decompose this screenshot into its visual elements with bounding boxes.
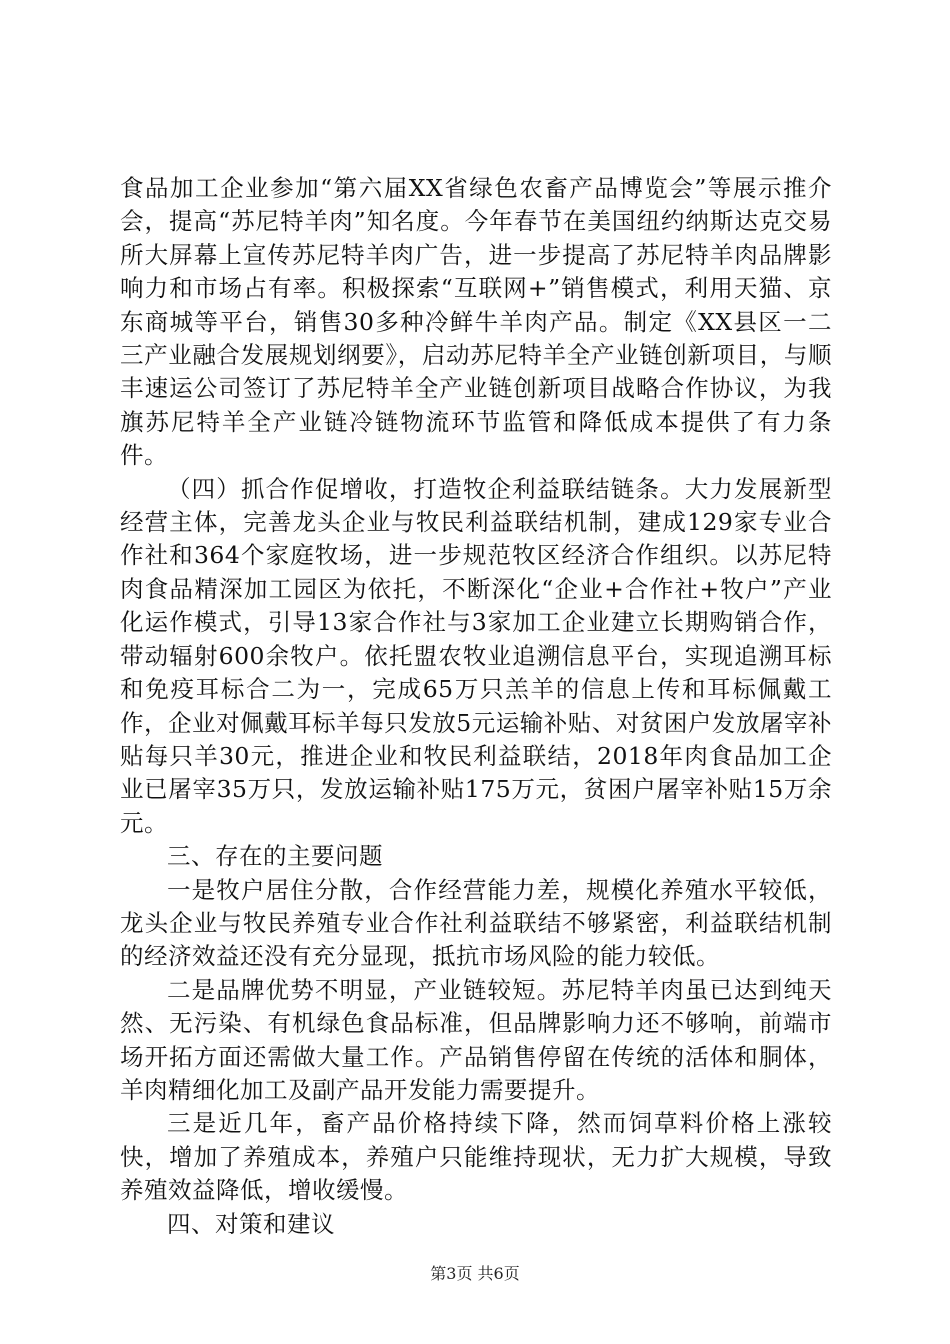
section-heading-countermeasures: 四、对策和建议 bbox=[167, 1209, 335, 1238]
paragraph-problem-one: 一是牧户居住分散，合作经营能力差，规模化养殖水平较低，龙头企业与牧民养殖专业合作社利益联结不够紧密，利益联结机制的经济效益还没有充分显现，抵抗市场风险的能力较低。 bbox=[120, 875, 832, 971]
document-body bbox=[120, 172, 832, 1241]
paragraph-problem-two: 二是品牌优势不明显，产业链较短。苏尼特羊肉虽已达到纯天然、无污染、有机绿色食品标准，但品牌影响力还不够响，前端市场开拓方面还需做大量工作。产品销售停留在传统的活体和胴体，羊肉精细化加工及副产品开发能力需要提升。 bbox=[120, 975, 832, 1104]
paragraph-problem-three: 三是近几年，畜产品价格持续下降，然而饲草料价格上涨较快，增加了养殖成本，养殖户只能维持现状，无力扩大规模，导致养殖效益降低，增收缓慢。 bbox=[120, 1109, 832, 1205]
section-heading-main-problems: 三、存在的主要问题 bbox=[167, 842, 383, 871]
page-footer bbox=[0, 1264, 950, 1284]
page-number-label: 第3页 共6页 bbox=[430, 1264, 520, 1283]
paragraph-brand-promotion: 食品加工企业参加“第六届XX省绿色农畜产品博览会”等展示推介会，提高“苏尼特羊肉”知名度。今年春节在美国纽约纳斯达克交易所大屏幕上宣传苏尼特羊肉广告，进一步提高了苏尼特羊肉品牌影响力和市场占有率。积极探索“互联网+”销售模式，利用天猫、京东商城等平台，销售30多种冷鲜牛羊肉产品。制定《XX县区一二三产业融合发展规划纲要》，启动苏尼特羊全产业链创新项目，与顺丰速运公司签订了苏尼特羊全产业链创新项目战略合作协议，为我旗苏尼特羊全产业链冷链物流环节监管和降低成本提供了有力条件。 bbox=[120, 174, 832, 470]
paragraph-cooperation-income: （四）抓合作促增收，打造牧企利益联结链条。大力发展新型经营主体，完善龙头企业与牧民利益联结机制，建成129家专业合作社和364个家庭牧场，进一步规范牧区经济合作组织。以苏尼特肉食品精深加工园区为依托，不断深化“企业+合作社+牧户”产业化运作模式，引导13家合作社与3家加工企业建立长期购销合作，带动辐射600余牧户。依托盟农牧业追溯信息平台，实现追溯耳标和免疫耳标合二为一，完成65万只羔羊的信息上传和耳标佩戴工作，企业对佩戴耳标羊每只发放5元运输补贴、对贫困户发放屠宰补贴每只羊30元，推进企业和牧民利益联结，2018年肉食品加工企业已屠宰35万只，发放运输补贴175万元，贫困户屠宰补贴15万余元。 bbox=[120, 474, 832, 837]
